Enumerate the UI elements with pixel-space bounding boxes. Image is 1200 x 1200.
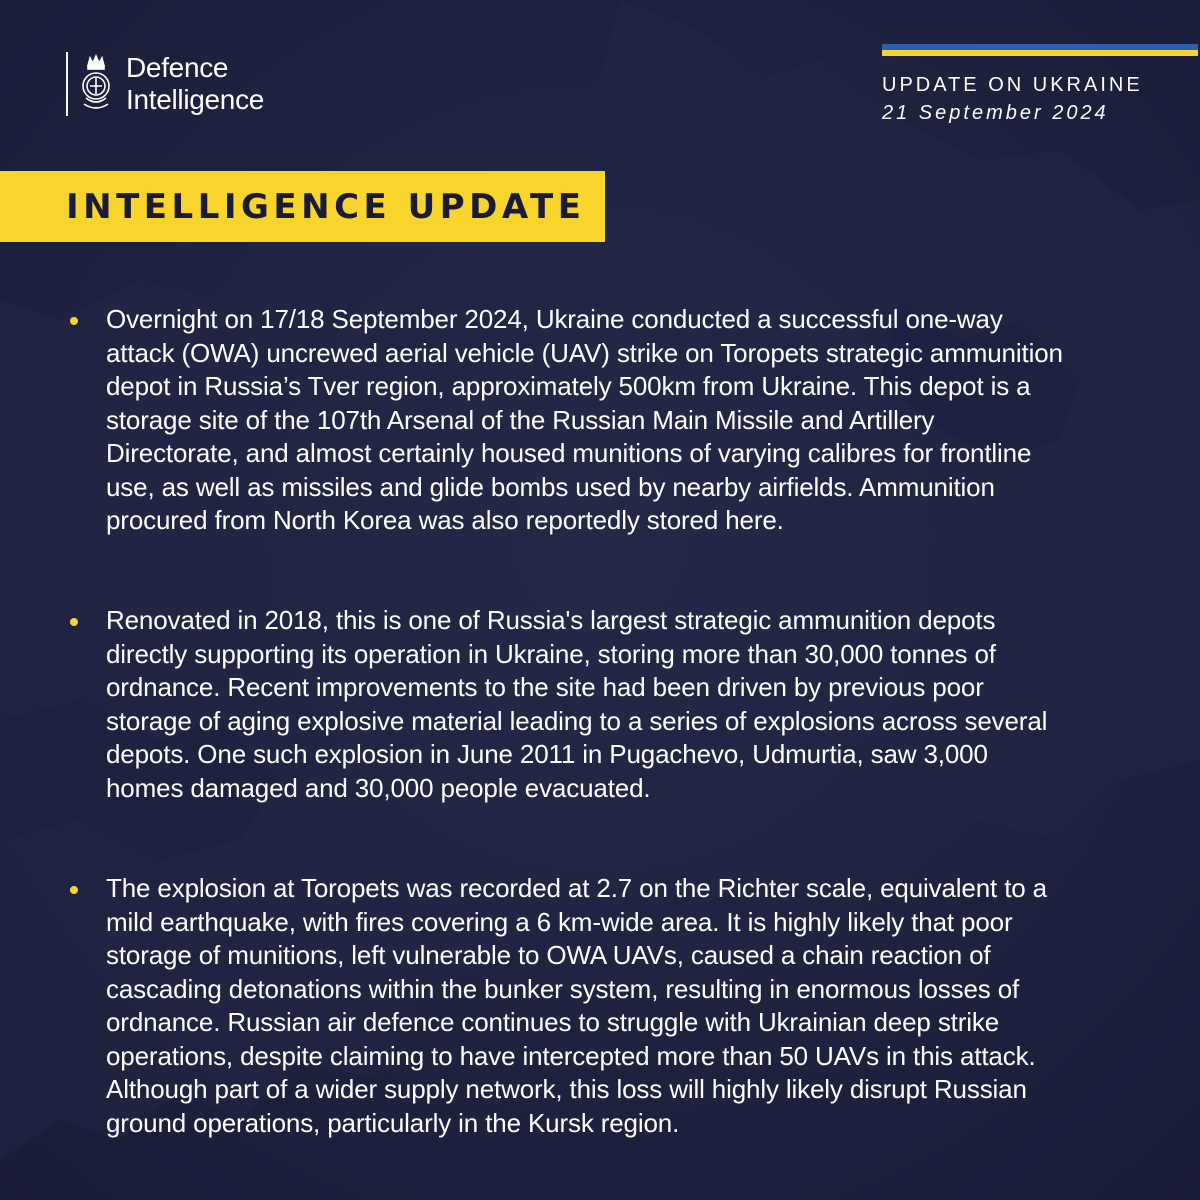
bullet-dot-icon <box>70 618 78 626</box>
bullet-item <box>70 604 1130 805</box>
royal-crest-icon <box>76 52 116 116</box>
bullet-dot-icon <box>70 317 78 325</box>
bullet-item <box>70 872 1130 1140</box>
logo-line-1: Defence <box>126 52 229 83</box>
update-title: UPDATE ON UKRAINE <box>882 74 1143 96</box>
logo-line-2: Intelligence <box>126 84 265 115</box>
bullet-dot-icon <box>70 886 78 894</box>
intelligence-update-banner <box>0 171 605 242</box>
logo-divider <box>66 52 68 116</box>
bullet-item <box>70 303 1130 538</box>
bullet-text: Renovated in 2018, this is one of Russia's largest strategic ammunition depots directly supporting its operation in Ukraine, storing more than 30,000 tonnes of ordnance. Recent improvements to the site had been driven by previous poor storage of aging explosive material leading to a series of explosions across several depots. One such explosion in June 2011 in Pugachevo, Udmurtia, saw 3,000 homes damaged and 30,000 people evacuated. <box>106 605 1048 803</box>
bullet-text: Overnight on 17/18 September 2024, Ukraine conducted a successful one-way attack (OWA) uncrewed aerial vehicle (UAV) strike on Toropets strategic ammunition depot in Russia’s Tver region, approximately 500km from Ukraine. This depot is a storage site of the 107th Arsenal of the Russian Main Missile and Artillery Directorate, and almost certainly housed munitions of varying calibres for frontline use, as well as missiles and glide bombs used by nearby airfields. Ammunition procured from North Korea was also reportedly stored here. <box>106 304 1063 535</box>
bullet-text: The explosion at Toropets was recorded at 2.7 on the Richter scale, equivalent to a mild earthquake, with fires covering a 6 km-wide area. It is highly likely that poor storage of munitions, left vulnerable to OWA UAVs, caused a chain reaction of cascading detonations within the bunker system, resulting in enormous losses of ordnance. Russian air defence continues to struggle with Ukrainian deep strike operations, despite claiming to have intercepted more than 50 UAVs in this attack. Although part of a wider supply network, this loss will highly likely disrupt Russian ground operations, particularly in the Kursk region. <box>106 873 1047 1138</box>
flag-yellow-band <box>882 50 1198 56</box>
update-date: 21 September 2024 <box>882 102 1109 124</box>
defence-intelligence-logo <box>66 52 264 116</box>
ukraine-flag-stripe <box>882 44 1198 56</box>
banner-title: INTELLIGENCE UPDATE <box>66 186 586 227</box>
